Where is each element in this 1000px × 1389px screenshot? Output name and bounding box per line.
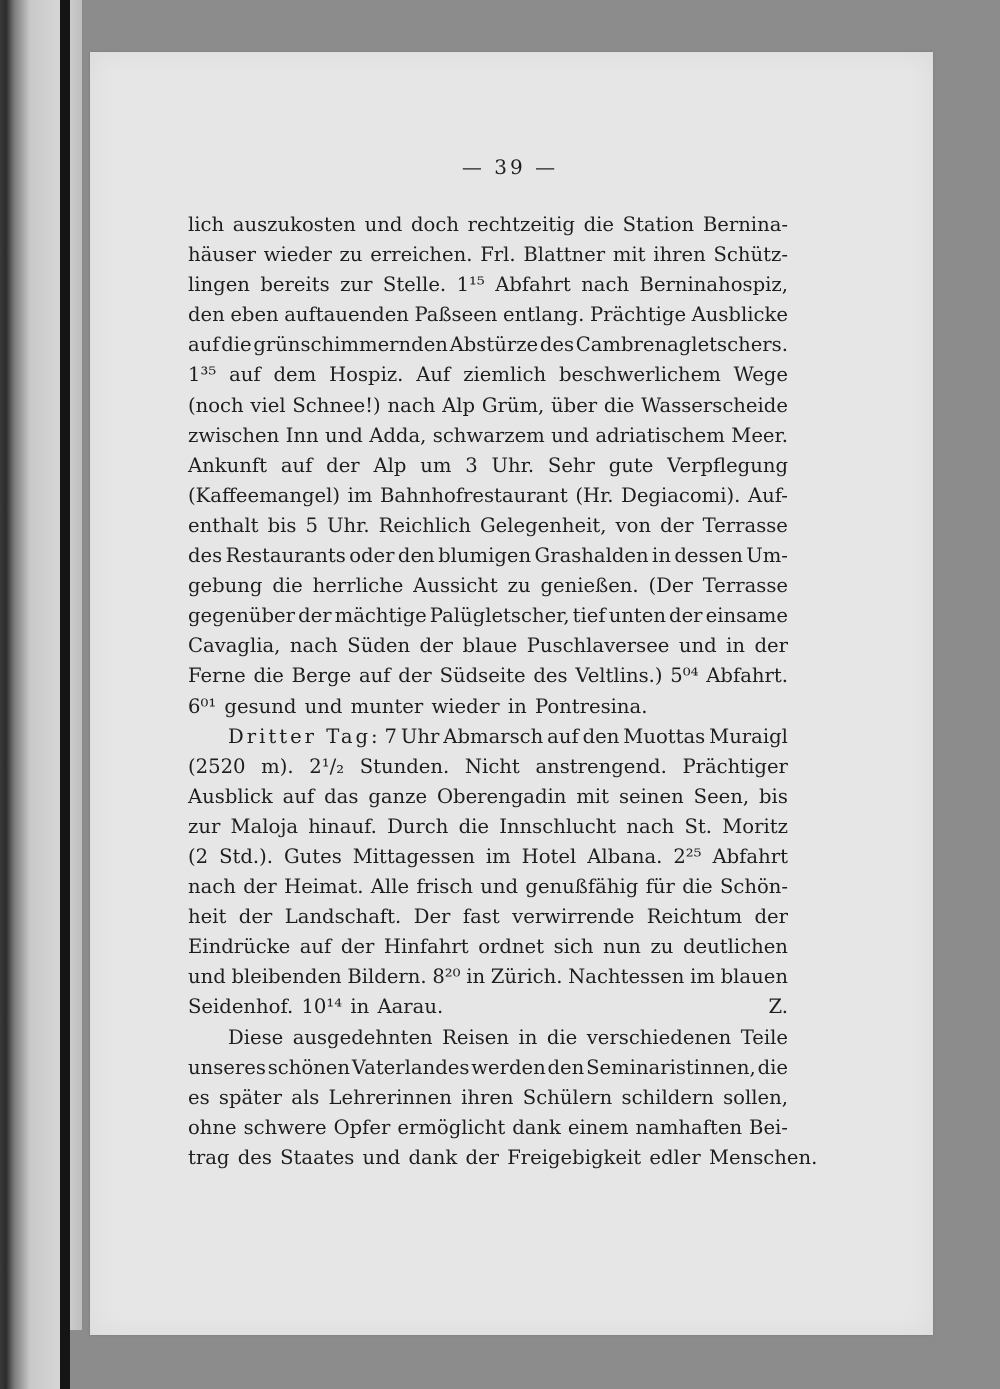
word: Hospiz. [329, 363, 404, 387]
word: ohne [188, 1115, 237, 1139]
word: gebung [188, 574, 263, 598]
word: in [507, 694, 527, 718]
word: anstrengend. [535, 754, 667, 778]
word: Stunden. [359, 754, 450, 778]
word: nach [581, 273, 630, 297]
word: Seen, [693, 784, 750, 808]
word: Auf [416, 363, 451, 387]
text-line [188, 330, 788, 360]
word: Freigebigkeit [507, 1145, 642, 1169]
word: Degiacomi). [621, 483, 741, 507]
word: namhaften [635, 1115, 743, 1139]
word: Gelegenheit, [480, 513, 607, 537]
word: Abfahrt [712, 844, 788, 868]
word: zwischen [188, 423, 280, 447]
word: Eindrücke [188, 935, 291, 959]
word: werden [471, 1055, 546, 1079]
text-line [188, 992, 788, 1022]
word: Uhr. [327, 513, 370, 537]
word: die [272, 574, 303, 598]
word: seinen [618, 784, 684, 808]
word: nach [626, 814, 675, 838]
word: schönen [267, 1055, 350, 1079]
word: 2²⁵ [673, 844, 702, 868]
word: auszukosten [232, 213, 356, 236]
word: Stelle. [382, 273, 447, 297]
word: ihren [461, 1085, 514, 1109]
word: die [583, 213, 614, 236]
text-line [188, 1023, 788, 1053]
book-page [90, 52, 933, 1335]
word: Terrasse [702, 574, 788, 598]
word: für [645, 875, 675, 899]
word: blaue [462, 634, 518, 658]
word: Bildern. [347, 965, 427, 989]
word: doch [411, 213, 459, 236]
word: bereits [260, 273, 330, 297]
word: Paßseen [414, 303, 498, 327]
word: die [458, 814, 489, 838]
word: gegenüber [188, 604, 296, 628]
word: im [690, 965, 715, 989]
word: der [754, 905, 788, 929]
word: dessen [674, 544, 743, 568]
word: der [754, 634, 788, 658]
word: 5 [305, 513, 318, 537]
word: der [340, 935, 375, 959]
word: der [238, 905, 273, 929]
word: auf [280, 453, 313, 477]
word: einsame [705, 604, 788, 628]
word: eben [230, 303, 279, 327]
word: tief [572, 604, 606, 628]
word: blauen [720, 965, 788, 989]
word: herrliche [312, 574, 404, 598]
word: fast [462, 905, 500, 929]
word: bleibenden [231, 965, 342, 989]
word: der [398, 664, 432, 688]
word: Oberengadin [436, 784, 567, 808]
word: verschiedenen [586, 1025, 732, 1049]
page-text [188, 210, 818, 1173]
word: den [547, 1055, 585, 1079]
signature-line-text [188, 992, 443, 1022]
word: Lehrerinnen [328, 1085, 452, 1109]
word: die [253, 664, 284, 688]
word: Puschlaversee [526, 634, 670, 658]
word: Frl. [480, 243, 516, 267]
word: Süden [347, 634, 411, 658]
word: zur [340, 273, 373, 297]
word: Palügletscher, [429, 604, 570, 628]
word: heit [188, 905, 227, 929]
text-line [188, 300, 788, 330]
word: (Der [648, 574, 693, 598]
word: wieder [263, 243, 332, 267]
word: und [551, 423, 589, 447]
word: die [546, 1025, 578, 1049]
word: auf [282, 784, 315, 808]
word: Schön- [719, 875, 788, 899]
text-line [188, 1053, 788, 1083]
word: gute [608, 453, 654, 477]
text-line [188, 511, 788, 541]
word: Adda, [369, 423, 427, 447]
word: oder [349, 544, 395, 568]
word: Der [413, 905, 451, 929]
word: häuser [188, 243, 256, 267]
word: (2 [188, 844, 209, 868]
word: munter [350, 694, 424, 718]
word: Muraigl [709, 724, 788, 748]
word: Reisen [442, 1025, 510, 1049]
word: Ankunft [188, 453, 268, 477]
word: (Kaffeemangel) [188, 483, 341, 507]
word: Station [622, 213, 695, 236]
text-line [188, 571, 788, 601]
text-line [188, 631, 788, 661]
word: als [291, 1085, 320, 1109]
word: grünschimmernden [253, 333, 448, 357]
word: des [539, 333, 575, 357]
word: Sehr [547, 453, 595, 477]
word: 7 [384, 724, 398, 748]
text-line [188, 722, 788, 752]
word: Restaurants [225, 544, 346, 568]
author-signature: Z. [768, 995, 788, 1019]
word: auf [547, 724, 579, 748]
word: sollen, [723, 1085, 788, 1109]
word: Bernina- [702, 213, 788, 236]
word: blumigen [438, 544, 532, 568]
word: Verpflegung [667, 453, 788, 477]
text-line [188, 210, 788, 240]
book-binding [60, 0, 70, 1389]
word: und [480, 875, 519, 899]
word: um [420, 453, 452, 477]
word: in [466, 965, 486, 989]
word: deutlichen [682, 935, 788, 959]
word: Mittagessen [352, 844, 475, 868]
word: Prächtige [589, 303, 687, 327]
word: gesund [224, 694, 297, 718]
word: Cambrenagletschers. [575, 333, 788, 357]
word: bis [267, 513, 297, 537]
word: Seminaristinnen, [586, 1055, 756, 1079]
word: adriatischem [595, 423, 725, 447]
word: Hinfahrt [383, 935, 469, 959]
word: es [188, 1085, 210, 1109]
word: den [397, 544, 435, 568]
word: Wege [733, 363, 788, 387]
text-line [188, 391, 788, 421]
word: und [304, 694, 343, 718]
word: im [347, 483, 373, 507]
word: Schnee!) [292, 393, 381, 417]
word: zu [339, 243, 363, 267]
text-line [188, 421, 788, 451]
word: Schütz- [713, 243, 788, 267]
word: Aarau. [377, 995, 444, 1019]
word: Aussicht [413, 574, 498, 598]
word: die [221, 333, 252, 357]
word: Seidenhof. [188, 995, 294, 1019]
word: (noch [188, 393, 244, 417]
word: Ferne [188, 664, 246, 688]
word: der [465, 1145, 499, 1169]
text-line [188, 661, 788, 691]
word: Blattner [523, 243, 606, 267]
word: Meer. [731, 423, 788, 447]
text-line [188, 1083, 788, 1113]
word: zu [507, 574, 531, 598]
word: Hotel [521, 844, 577, 868]
text-line [188, 782, 788, 812]
word: (2520 [188, 754, 246, 778]
word: Maloja [230, 814, 299, 838]
word: die [757, 1055, 788, 1079]
word: Muottas [623, 724, 706, 748]
word: dank [408, 1145, 458, 1169]
word: Abfahrt [495, 273, 571, 297]
word: ermöglicht [397, 1115, 506, 1139]
word: bis [759, 784, 788, 808]
text-line [188, 1143, 818, 1173]
word: Alp [442, 393, 476, 417]
word: und [188, 965, 226, 989]
word: genießen. [540, 574, 639, 598]
word: des [237, 1145, 272, 1169]
word: (Hr. [575, 483, 614, 507]
word: Menschen. [708, 1145, 818, 1169]
word: nach [289, 634, 338, 658]
word: Reichtum [646, 905, 743, 929]
text-line [188, 752, 788, 782]
word: einem [567, 1115, 629, 1139]
word: in [518, 1025, 538, 1049]
word: von [615, 513, 652, 537]
word: Berninahospiz, [639, 273, 788, 297]
word: ausgedehnten [292, 1025, 433, 1049]
word: 1¹⁵ [456, 273, 485, 297]
word: zu [650, 935, 674, 959]
text-line [188, 842, 788, 872]
word: m). [261, 754, 294, 778]
word: später [218, 1085, 283, 1109]
word: ganze [368, 784, 428, 808]
word: Bahnhofrestaurant [380, 483, 568, 507]
word: Alp [373, 453, 407, 477]
word: dem [273, 363, 317, 387]
word: 3 [465, 453, 478, 477]
word: Staates [280, 1145, 355, 1169]
text-line [188, 932, 788, 962]
word: mit [576, 784, 610, 808]
word: im [485, 844, 511, 868]
word: Moritz [722, 814, 788, 838]
word: Grashalden [534, 544, 649, 568]
word: Dritter Tag: [228, 724, 381, 748]
word: Uhr [400, 724, 440, 748]
word: und [362, 1145, 401, 1169]
word: hinauf. [308, 814, 377, 838]
word: Albana. [587, 844, 663, 868]
word: auf [299, 935, 332, 959]
word: Grüm, [481, 393, 545, 417]
word: und [678, 634, 717, 658]
word: der [326, 453, 360, 477]
word: Abfahrt. [706, 664, 788, 688]
word: auf [229, 363, 261, 387]
word: Wasserscheide [641, 393, 788, 417]
word: mächtige [334, 604, 427, 628]
word: sich [553, 935, 594, 959]
word: frisch [416, 875, 473, 899]
word: Abmarsch [443, 724, 544, 748]
word: ihren [653, 243, 706, 267]
word: und [364, 213, 403, 236]
word: in [726, 634, 746, 658]
word: Heimat. [284, 875, 364, 899]
word: Auf- [747, 483, 788, 507]
text-line [188, 270, 788, 300]
word: Nicht [464, 754, 520, 778]
word: viel [250, 393, 286, 417]
word: enthalt [188, 513, 259, 537]
text-line [188, 902, 788, 932]
word: den [188, 303, 225, 327]
text-line [188, 360, 788, 390]
word: edler [649, 1145, 701, 1169]
word: ordnet [478, 935, 545, 959]
word: Nachtessen [568, 965, 685, 989]
word: Std.). [219, 844, 274, 868]
word: über [551, 393, 598, 417]
word: lingen [188, 273, 250, 297]
word: zur [188, 814, 221, 838]
word: lich [188, 213, 225, 236]
word: auftauenden [284, 303, 409, 327]
word: der [243, 875, 277, 899]
word: auf [188, 333, 220, 357]
text-line [188, 240, 788, 270]
word: genußfähig [525, 875, 639, 899]
word: schildern [621, 1085, 714, 1109]
word: Abstürze [449, 333, 539, 357]
word: 6⁰¹ [188, 694, 217, 718]
word: beschwerlichem [558, 363, 721, 387]
word: in [652, 544, 671, 568]
word: Ausblicke [691, 303, 788, 327]
word: nach [188, 875, 236, 899]
word: der [660, 513, 694, 537]
word: Landschaft. [284, 905, 402, 929]
word: 10¹⁴ [301, 995, 343, 1019]
word: Uhr. [491, 453, 535, 477]
word: Inn [285, 423, 319, 447]
word: 2¹/₂ [309, 754, 345, 778]
word: Pontresina. [534, 694, 648, 718]
word: unten [608, 604, 667, 628]
word: Terrasse [702, 513, 788, 537]
word: wieder [431, 694, 500, 718]
book-gutter-shadow [0, 0, 60, 1389]
word: der [298, 604, 332, 628]
word: dank [512, 1115, 561, 1139]
word: und [325, 423, 363, 447]
word: das [324, 784, 359, 808]
word: unseres [188, 1055, 266, 1079]
word: Vaterlandes [351, 1055, 470, 1079]
word: der [419, 634, 454, 658]
word: rechtzeitig [467, 213, 575, 236]
word: Gutes [283, 844, 342, 868]
word: verwirrende [512, 905, 635, 929]
word: Südseite [439, 664, 526, 688]
word: die [682, 875, 713, 899]
word: Zürich. [490, 965, 563, 989]
word: in [350, 995, 370, 1019]
text-line [188, 541, 788, 571]
word: St. [684, 814, 713, 838]
word: entlang. [502, 303, 585, 327]
word: Diese [228, 1025, 284, 1049]
word: Cavaglia, [188, 634, 281, 658]
word: Ausblick [188, 784, 273, 808]
word: Prächtiger [682, 754, 788, 778]
word: Opfer [333, 1115, 391, 1139]
word: Durch [387, 814, 449, 838]
word: auf [358, 664, 391, 688]
text-line [188, 1113, 788, 1143]
text-line [188, 451, 788, 481]
word: nun [603, 935, 641, 959]
word: Berge [291, 664, 352, 688]
word: Reichlich [378, 513, 471, 537]
word: ziemlich [463, 363, 547, 387]
word: des [533, 664, 568, 688]
text-line [188, 481, 788, 511]
word: Veltlins.) [575, 664, 663, 688]
text-line [188, 692, 788, 722]
text-line [188, 812, 788, 842]
text-line [188, 872, 788, 902]
word: mit [612, 243, 646, 267]
word: trag [188, 1145, 230, 1169]
word: schwarzem [432, 423, 545, 447]
word: des [188, 544, 223, 568]
word: 1³⁵ [188, 363, 217, 387]
word: 5⁰⁴ [670, 664, 699, 688]
text-line [188, 601, 788, 631]
word: den [582, 724, 620, 748]
word: schwere [243, 1115, 327, 1139]
word: der [669, 604, 703, 628]
word: Um- [746, 544, 788, 568]
word: Schülern [522, 1085, 613, 1109]
word: Innschlucht [499, 814, 617, 838]
word: nach [387, 393, 436, 417]
text-line [188, 962, 788, 992]
word: Alle [370, 875, 410, 899]
word: Bei- [749, 1115, 788, 1139]
word: Teile [740, 1025, 788, 1049]
page-number: — 39 — [461, 155, 559, 179]
word: die [603, 393, 635, 417]
word: 8²⁰ [432, 965, 461, 989]
word: erreichen. [370, 243, 473, 267]
